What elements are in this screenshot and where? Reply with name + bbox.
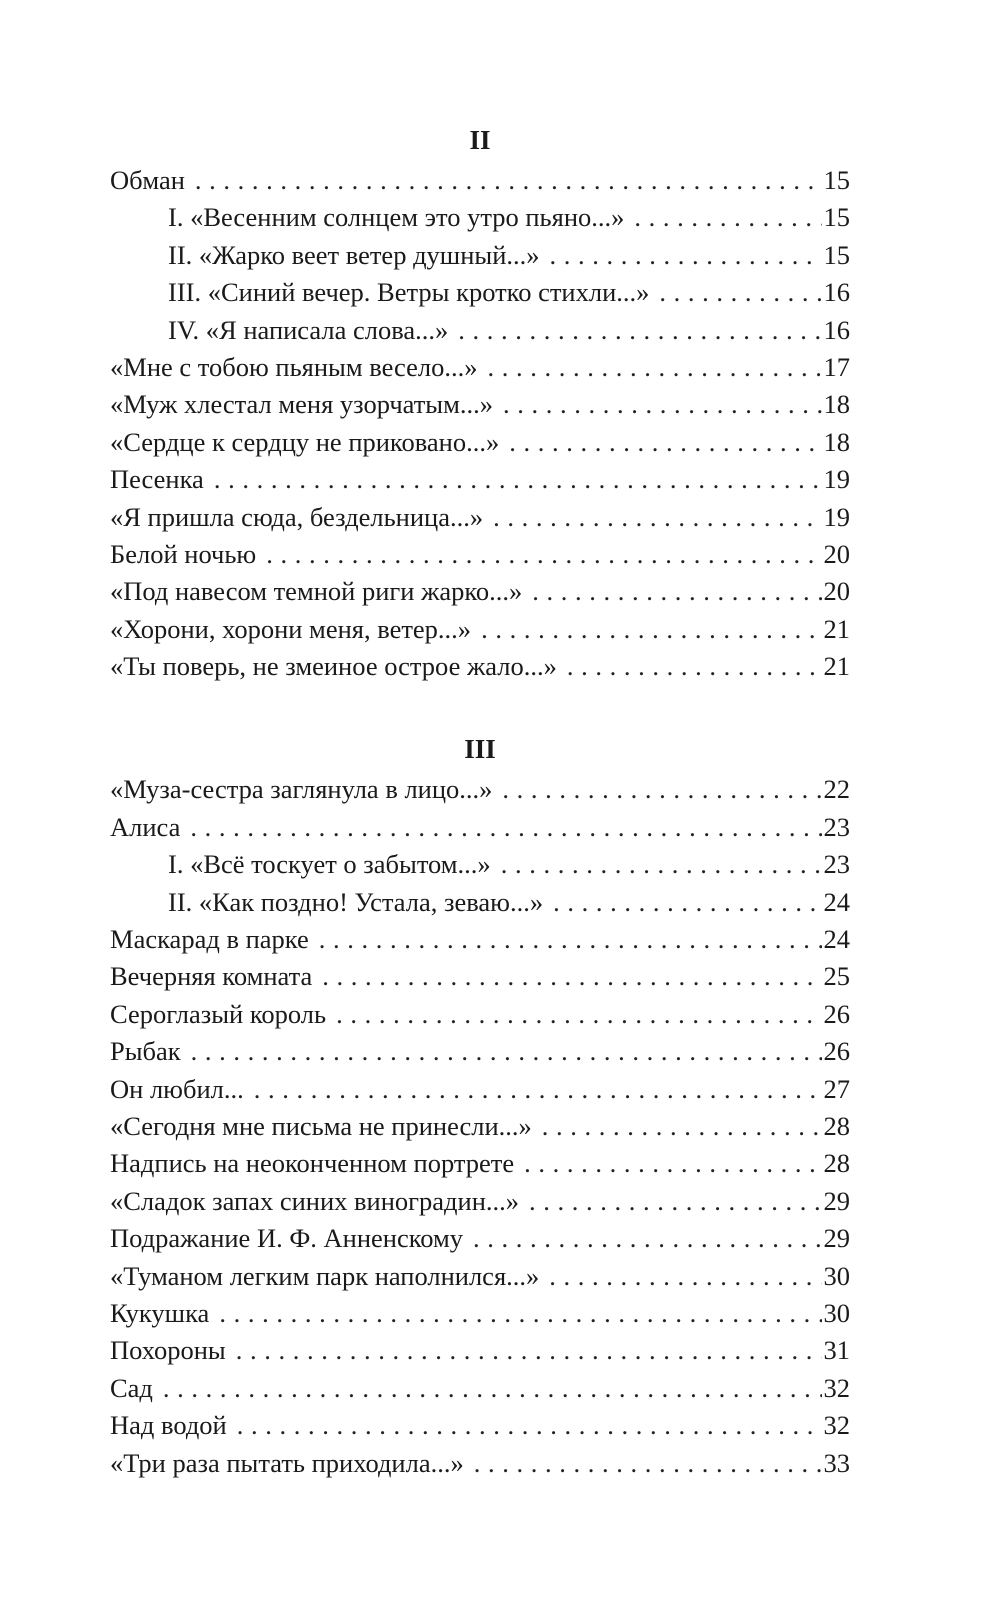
entry-page-number: 26 — [823, 998, 850, 1029]
dot-leader — [567, 648, 822, 685]
entry-title: «Сегодня мне письма не принесли...» — [110, 1110, 532, 1141]
entry-title: «Туманом легким парк наполнился...» — [110, 1260, 540, 1291]
entry-page-number: 27 — [823, 1073, 850, 1104]
entry-title: «Сердце к сердцу не приковано...» — [110, 426, 500, 457]
dot-leader — [487, 349, 821, 386]
entry-title: IV. «Я написала слова...» — [168, 314, 449, 345]
dot-leader — [214, 461, 822, 498]
toc-entry — [110, 1071, 850, 1108]
entry-page-number: 29 — [823, 1185, 850, 1216]
entry-page-number: 25 — [823, 961, 850, 992]
entry-title: «Я пришла сюда, бездельница...» — [110, 501, 484, 532]
dot-leader — [237, 1407, 822, 1444]
entry-page-number: 30 — [823, 1297, 850, 1328]
entry-page-number: 19 — [823, 464, 850, 495]
entry-page-number: 28 — [823, 1148, 850, 1179]
entry-title: Алиса — [110, 811, 181, 842]
dot-leader — [524, 1145, 821, 1182]
entry-page-number: 15 — [823, 239, 850, 270]
entry-page-number: 19 — [823, 501, 850, 532]
dot-leader — [502, 771, 821, 808]
dot-leader — [550, 237, 822, 274]
toc-section-ii — [110, 118, 850, 685]
toc-list — [110, 162, 850, 685]
toc-entry — [110, 809, 850, 846]
toc-entry — [110, 573, 850, 610]
entry-page-number: 23 — [823, 849, 850, 880]
entry-page-number: 17 — [823, 351, 850, 382]
dot-leader — [501, 846, 822, 883]
entry-page-number: 18 — [823, 426, 850, 457]
entry-title: Вечерняя комната — [110, 961, 313, 992]
toc-subentry — [110, 199, 850, 236]
toc-entry — [110, 1370, 850, 1407]
section-heading: III — [464, 734, 496, 765]
entry-page-number: 23 — [823, 811, 850, 842]
entry-title: «Под навесом темной риги жарко...» — [110, 576, 523, 607]
entry-title: I. «Всё тоскует о забытом...» — [168, 849, 491, 880]
dot-leader — [553, 884, 821, 921]
dot-leader — [458, 312, 821, 349]
toc-entry — [110, 921, 850, 958]
toc-list — [110, 771, 850, 1481]
toc-entry — [110, 648, 850, 685]
toc-entry — [110, 1108, 850, 1145]
entry-title: II. «Как поздно! Устала, зеваю...» — [168, 886, 544, 917]
entry-title: Белой ночью — [110, 538, 257, 569]
entry-title: «Муза-сестра заглянула в лицо...» — [110, 774, 493, 805]
entry-title: Песенка — [110, 464, 204, 495]
toc-entry — [110, 536, 850, 573]
toc-entry — [110, 1332, 850, 1369]
toc-subentry — [110, 237, 850, 274]
entry-title: «Мне с тобою пьяным весело...» — [110, 351, 478, 382]
toc-entry — [110, 1145, 850, 1182]
dot-leader — [266, 536, 821, 573]
entry-page-number: 21 — [823, 651, 850, 682]
dot-leader — [634, 199, 821, 236]
entry-title: «Хорони, хорони меня, ветер...» — [110, 613, 472, 644]
entry-page-number: 29 — [823, 1223, 850, 1254]
dot-leader — [481, 611, 821, 648]
dot-leader — [219, 1295, 821, 1332]
entry-title: «Сладок запах синих виноградин...» — [110, 1185, 520, 1216]
dot-leader — [529, 1183, 821, 1220]
entry-page-number: 33 — [823, 1447, 850, 1478]
toc-entry — [110, 349, 850, 386]
entry-title: II. «Жарко веет ветер душный...» — [168, 239, 540, 270]
dot-leader — [509, 424, 821, 461]
dot-leader — [473, 1220, 821, 1257]
entry-page-number: 21 — [823, 613, 850, 644]
entry-page-number: 15 — [823, 165, 850, 195]
entry-title: Подражание И. Ф. Анненскому — [110, 1223, 464, 1254]
toc-entry — [110, 1295, 850, 1332]
entry-page-number: 20 — [823, 538, 850, 569]
entry-title: I. «Весенним солнцем это утро пьяно...» — [168, 202, 625, 233]
toc-subentry — [110, 312, 850, 349]
entry-title: Сад — [110, 1372, 153, 1403]
dot-leader — [191, 1033, 822, 1070]
entry-page-number: 15 — [823, 202, 850, 233]
toc-subentry — [110, 846, 850, 883]
toc-entry — [110, 1407, 850, 1444]
toc-entry — [110, 1033, 850, 1070]
dot-leader — [254, 1071, 822, 1108]
entry-page-number: 30 — [823, 1260, 850, 1291]
toc-entry — [110, 424, 850, 461]
dot-leader — [195, 162, 822, 199]
dot-leader — [659, 274, 821, 311]
dot-leader — [493, 499, 821, 536]
entry-page-number: 26 — [823, 1036, 850, 1067]
entry-title: Кукушка — [110, 1297, 210, 1328]
entry-title: Обман — [110, 165, 185, 195]
entry-title: Над водой — [110, 1410, 227, 1441]
toc-entry — [110, 499, 850, 536]
toc-section-iii — [110, 727, 850, 1481]
entry-page-number: 28 — [823, 1110, 850, 1141]
dot-leader — [474, 1445, 822, 1482]
entry-title: «Ты поверь, не змеиное острое жало...» — [110, 651, 557, 682]
toc-entry — [110, 386, 850, 423]
entry-page-number: 20 — [823, 576, 850, 607]
dot-leader — [549, 1258, 821, 1295]
dot-leader — [503, 386, 821, 423]
toc-entry — [110, 611, 850, 648]
entry-title: Похороны — [110, 1335, 226, 1366]
entry-title: «Муж хлестал меня узорчатым...» — [110, 389, 494, 420]
entry-page-number: 32 — [823, 1410, 850, 1441]
toc-subentry — [110, 884, 850, 921]
dot-leader — [236, 1332, 822, 1369]
toc-entry — [110, 996, 850, 1033]
section-spacer — [110, 685, 850, 727]
dot-leader — [190, 809, 821, 846]
toc-subentry — [110, 274, 850, 311]
toc-entry — [110, 1258, 850, 1295]
entry-title: Сероглазый король — [110, 998, 327, 1029]
section-heading: II — [469, 125, 491, 155]
toc-entry — [110, 771, 850, 808]
entry-page-number: 24 — [823, 924, 850, 955]
entry-title: Надпись на неоконченном портрете — [110, 1148, 515, 1179]
entry-page-number: 22 — [823, 774, 850, 805]
toc-entry — [110, 162, 850, 199]
toc-entry — [110, 461, 850, 498]
dot-leader — [542, 1108, 822, 1145]
entry-page-number: 16 — [823, 314, 850, 345]
dot-leader — [532, 573, 821, 610]
entry-title: «Три раза пытать приходила...» — [110, 1447, 464, 1478]
entry-page-number: 32 — [823, 1372, 850, 1403]
dot-leader — [163, 1370, 822, 1407]
entry-title: Маскарад в парке — [110, 924, 309, 955]
entry-page-number: 31 — [823, 1335, 850, 1366]
toc-entry — [110, 1220, 850, 1257]
entry-title: III. «Синий вечер. Ветры кротко стихли...» — [168, 277, 650, 308]
dot-leader — [319, 921, 822, 958]
entry-title: Он любил... — [110, 1073, 244, 1104]
dot-leader — [336, 996, 821, 1033]
entry-page-number: 24 — [823, 886, 850, 917]
toc-entry — [110, 1183, 850, 1220]
table-of-contents — [110, 118, 850, 1482]
entry-page-number: 18 — [823, 389, 850, 420]
toc-entry — [110, 958, 850, 995]
entry-page-number: 16 — [823, 277, 850, 308]
toc-entry — [110, 1445, 850, 1482]
dot-leader — [322, 958, 821, 995]
entry-title: Рыбак — [110, 1036, 181, 1067]
